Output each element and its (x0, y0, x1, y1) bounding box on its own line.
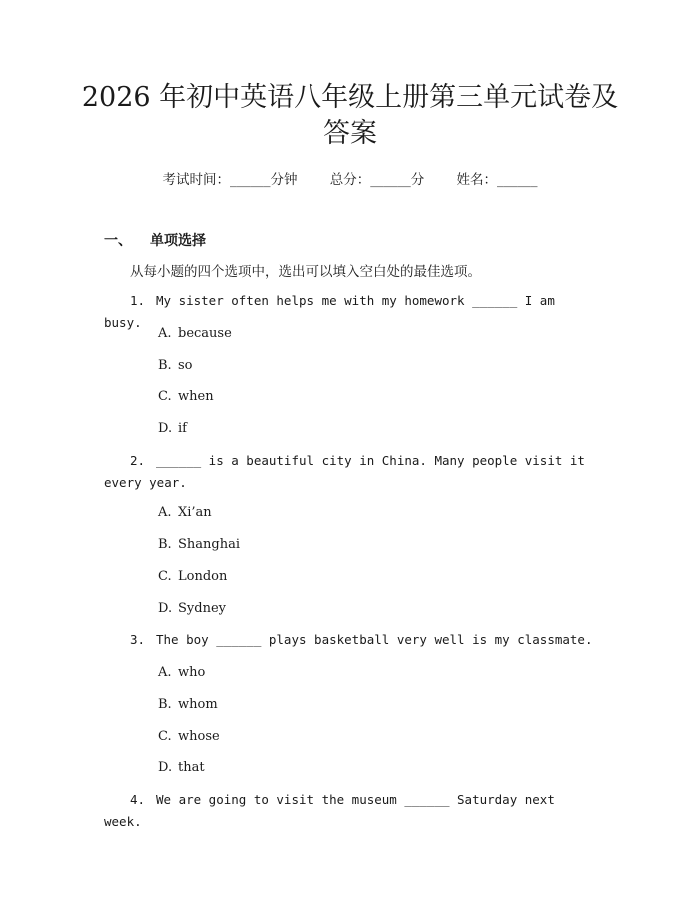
option-3b (158, 697, 218, 712)
question-number: 4. (130, 792, 146, 807)
section-instruction: 从每小题的四个选项中，选出可以填入空白处的最佳选项。 (130, 264, 481, 280)
option-letter: D. (158, 421, 173, 436)
option-text: whom (178, 697, 218, 712)
total-score-field: 总分：______分 (329, 172, 425, 188)
question-number: 3. (130, 632, 146, 647)
exam-time-field: 考试时间：______分钟 (162, 172, 298, 188)
question-2 (104, 450, 594, 494)
question-text: We are going to visit the museum ______ Saturday next week. (104, 792, 555, 829)
option-letter: B. (158, 358, 172, 373)
option-text: Xi’an (178, 505, 212, 520)
option-text: whose (178, 729, 220, 744)
option-letter: A. (158, 505, 172, 520)
section-number: 一、 (104, 233, 132, 249)
exam-title-line-2: 答案 (323, 118, 377, 149)
exam-info-bar (0, 168, 700, 188)
option-letter: B. (158, 697, 172, 712)
option-letter: A. (158, 326, 172, 341)
question-text: ______ is a beautiful city in China. Many people visit it every year. (104, 453, 585, 490)
exam-title (60, 80, 640, 152)
question-number: 1. (130, 293, 146, 308)
option-text: London (178, 569, 228, 584)
question-number: 2. (130, 453, 146, 468)
option-1d (158, 421, 187, 436)
option-2b (158, 537, 240, 552)
section-heading (104, 230, 206, 250)
option-text: so (178, 358, 193, 373)
option-3d (158, 760, 205, 775)
option-letter: D. (158, 601, 173, 616)
question-text: The boy ______ plays basketball very well is my classmate. (156, 632, 593, 647)
option-text: who (178, 665, 206, 680)
option-letter: B. (158, 537, 172, 552)
option-letter: A. (158, 665, 172, 680)
option-1a (158, 326, 232, 341)
option-letter: C. (158, 389, 172, 404)
student-name-field: 姓名：______ (456, 172, 538, 188)
option-text: because (178, 326, 232, 341)
option-text: that (178, 760, 205, 775)
option-letter: D. (158, 760, 173, 775)
option-3c (158, 729, 220, 744)
question-text: My sister often helps me with my homework ______ I am busy. (104, 293, 555, 330)
option-1c (158, 389, 214, 404)
question-4 (104, 789, 594, 833)
option-letter: C. (158, 569, 172, 584)
option-letter: C. (158, 729, 172, 744)
option-3a (158, 665, 205, 680)
option-text: Sydney (178, 601, 226, 616)
option-text: Shanghai (178, 537, 241, 552)
option-2a (158, 505, 212, 520)
exam-title-line-1: 2026 年初中英语八年级上册第三单元试卷及 (81, 82, 619, 113)
option-text: if (178, 421, 187, 436)
option-text: when (178, 389, 214, 404)
option-1b (158, 358, 193, 373)
section-title: 单项选择 (150, 233, 206, 249)
question-3 (104, 629, 594, 651)
option-2c (158, 569, 227, 584)
option-2d (158, 601, 226, 616)
